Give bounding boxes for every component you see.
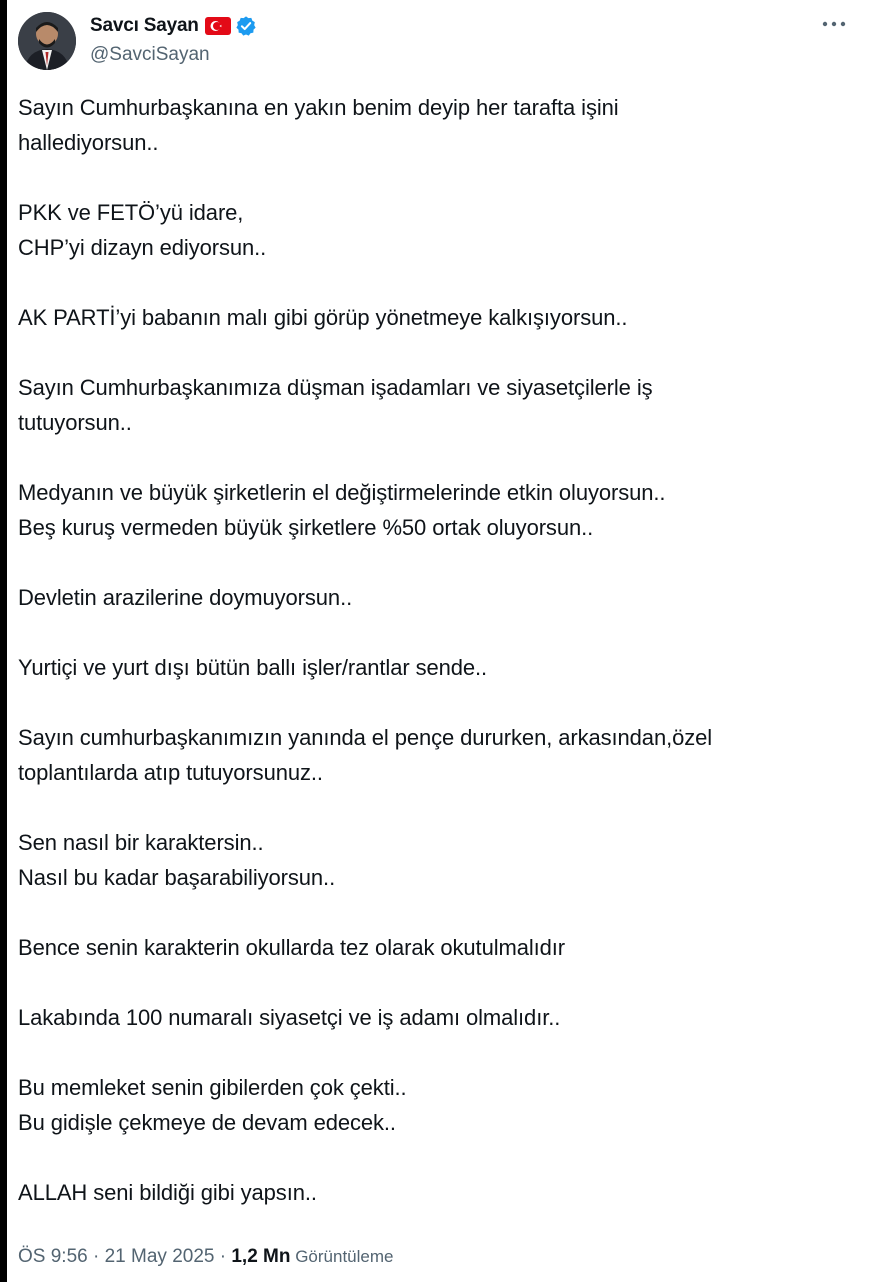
tweet-paragraph — [18, 720, 848, 790]
tweet-paragraph — [18, 90, 848, 160]
tweet-text-line: Medyanın ve büyük şirketlerin el değiştirmelerinde etkin oluyorsun.. — [18, 480, 666, 505]
tweet-paragraph — [18, 475, 848, 545]
tweet-paragraph — [18, 930, 848, 965]
tweet-paragraph — [18, 300, 848, 335]
tweet-text-line: Yurtiçi ve yurt dışı bütün ballı işler/rantlar sende.. — [18, 655, 488, 680]
tweet-paragraph — [18, 825, 848, 895]
tweet-date[interactable]: 21 May 2025 — [104, 1246, 215, 1267]
tweet-text-line: Bu gidişle çekmeye de devam edecek.. — [18, 1110, 396, 1135]
tweet-text-line: tutuyorsun.. — [18, 410, 132, 435]
tweet-header — [18, 8, 858, 72]
tweet-text-line: Bu memleket senin gibilerden çok çekti.. — [18, 1075, 407, 1100]
views-count[interactable]: 1,2 Mn — [231, 1246, 291, 1267]
author-handle[interactable]: @SavciSayan — [90, 44, 210, 65]
tweet-text-line: Sayın cumhurbaşkanımızın yanında el pençe dururken, arkasından,özel — [18, 725, 713, 750]
verified-badge-icon[interactable] — [235, 15, 257, 37]
tweet-text-line: toplantılarda atıp tutuyorsunuz.. — [18, 760, 323, 785]
views-label[interactable]: Görüntüleme — [290, 1247, 394, 1266]
tweet-meta — [18, 1246, 393, 1268]
tweet-text-line: Lakabında 100 numaralı siyasetçi ve iş adamı olmalıdır.. — [18, 1005, 561, 1030]
left-edge-border — [0, 0, 7, 1282]
tweet-text-line: Sayın Cumhurbaşkanına en yakın benim deyip her tarafta işini — [18, 95, 619, 120]
tweet-paragraph — [18, 370, 848, 440]
tweet-time[interactable]: ÖS 9:56 — [18, 1246, 88, 1267]
tweet-text-line: PKK ve FETÖ’yü idare, — [18, 200, 244, 225]
tweet-paragraph — [18, 650, 848, 685]
avatar-image — [18, 12, 76, 70]
meta-separator: · — [214, 1246, 232, 1267]
tweet-text-line: Bence senin karakterin okullarda tez olarak okutulmalıdır — [18, 935, 566, 960]
tweet-text-line: Sen nasıl bir karaktersin.. — [18, 830, 264, 855]
tweet-paragraph — [18, 1175, 848, 1210]
tweet-text — [18, 90, 848, 1245]
author-name-row[interactable] — [90, 14, 257, 38]
tweet-paragraph — [18, 580, 848, 615]
author-display-name[interactable]: Savcı Sayan — [90, 15, 199, 36]
tweet-text-line: ALLAH seni bildiği gibi yapsın.. — [18, 1180, 317, 1205]
meta-separator: · — [87, 1246, 105, 1267]
tweet-text-line: Nasıl bu kadar başarabiliyorsun.. — [18, 865, 336, 890]
more-options-icon[interactable] — [820, 14, 848, 34]
tweet-paragraph — [18, 1070, 848, 1140]
tweet-text-line: AK PARTİ’yi babanın malı gibi görüp yönetmeye kalkışıyorsun.. — [18, 305, 628, 330]
tweet-paragraph — [18, 1000, 848, 1035]
turkey-flag-icon — [205, 17, 231, 35]
tweet-text-line: CHP’yi dizayn ediyorsun.. — [18, 235, 267, 260]
tweet-text-line: Devletin arazilerine doymuyorsun.. — [18, 585, 353, 610]
tweet-text-line: Sayın Cumhurbaşkanımıza düşman işadamları ve siyasetçilerle iş — [18, 375, 653, 400]
avatar[interactable] — [18, 12, 76, 70]
tweet-text-line: Beş kuruş vermeden büyük şirketlere %50 ortak oluyorsun.. — [18, 515, 594, 540]
tweet-paragraph — [18, 195, 848, 265]
tweet-text-line: hallediyorsun.. — [18, 130, 159, 155]
